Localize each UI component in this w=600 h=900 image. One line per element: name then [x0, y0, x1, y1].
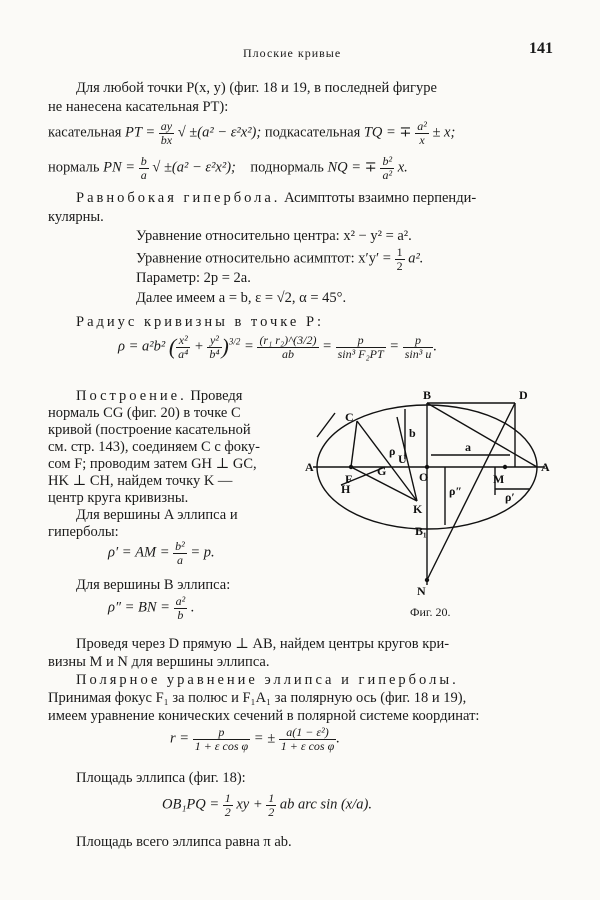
hyperbola-further: Далее имеем a = b, ε = √2, α = 45°. [136, 290, 347, 306]
close-paren: ) [221, 334, 229, 360]
construction-line-3: кривой (построение касательной [48, 422, 251, 438]
label-f: F [345, 472, 353, 486]
area-total: Площадь всего эллипса равна π ab. [76, 834, 292, 850]
intro-line-1: Для любой точки P(x, y) (фиг. 18 и 19, в последней фигуре [76, 80, 437, 96]
construction-line-6: HK ⊥ CH, найдем точку K — [48, 473, 233, 489]
polar-r1-den: 1 + ε cos φ [194, 738, 249, 753]
curvature-heading: Радиус кривизны в точке P: [76, 314, 325, 330]
label-b: B [423, 388, 432, 402]
curvature-formula-start: ρ = a²b² [118, 338, 166, 355]
label-b1: B₁ [415, 524, 427, 538]
hyperbola-eq2-rest: a². [408, 250, 424, 267]
label-rho: ρ [389, 444, 396, 458]
figure-20-diagram [305, 385, 555, 600]
subtangent-rest: ± x; [432, 124, 456, 141]
rho2-num: a² [175, 594, 186, 608]
label-u: U [398, 452, 407, 466]
normal-frac-den: a [140, 167, 147, 182]
tangent-segment [317, 413, 335, 437]
curvature-fb-den: sin³ F₂PT [337, 346, 384, 361]
normal-root: √ ±(a² − ε²x²); [152, 159, 236, 176]
polar-heading: Полярное уравнение эллипса и гиперболы. [76, 672, 459, 688]
construction-heading: Построение. [76, 388, 187, 404]
normal-frac-num: b [140, 154, 147, 168]
curvature-end: . [433, 338, 437, 355]
subtangent-fraction [415, 120, 429, 146]
point-n [425, 578, 429, 582]
subtangent-frac-den: x [419, 132, 425, 147]
rho1-den: a [176, 552, 183, 567]
subnormal-lhs: NQ = ∓ [327, 159, 377, 176]
curvature-fa-num: (r₁ r₂)^(3/2) [259, 333, 317, 347]
vertex-b-line: Для вершины B эллипса: [76, 577, 231, 593]
curvature-f2-den: b⁴ [209, 346, 220, 361]
hyperbola-eq-asymptotes [136, 246, 423, 272]
hyperbola-heading: Равнобокая гипербола. [76, 190, 281, 206]
tangent-frac-den: bx [160, 132, 173, 147]
point-m [503, 465, 507, 469]
area-half-2 [266, 792, 276, 818]
polar-r1-num: p [193, 726, 250, 740]
polar-formula [170, 726, 340, 752]
label-a-right: A [541, 460, 550, 474]
hyperbola-parameter: Параметр: 2p = 2a. [136, 270, 251, 286]
subnormal-frac-num: b² [382, 154, 393, 168]
tangent-frac-num: ay [160, 119, 173, 133]
tangent-fraction [159, 120, 174, 146]
construction-line-5: сом F; проводим затем GH ⊥ GC, [48, 456, 257, 472]
rho2-fraction [174, 595, 188, 621]
construction-line-9: гиперболы: [48, 524, 119, 540]
label-d: D [519, 388, 528, 402]
curvature-f1 [176, 334, 190, 360]
curvature-fa-den: ab [281, 346, 294, 361]
rho1-lhs: ρ′ = AM = [108, 544, 170, 561]
polar-r-mid: = ± [253, 730, 276, 747]
curvature-f1-den: a⁴ [178, 346, 189, 361]
subtangent-frac-num: a² [417, 119, 427, 133]
label-rho-double-prime: ρ″ [449, 484, 463, 498]
polar-r-end: . [336, 730, 340, 747]
label-a-small: a [465, 440, 471, 454]
curvature-power: 3/2 [228, 336, 241, 347]
area-mid: xy + [236, 796, 263, 813]
rho-prime-formula [108, 540, 215, 566]
subtangent-label: подкасательная [264, 124, 361, 141]
hyperbola-line-2: кулярны. [48, 209, 104, 225]
hyperbola-eq2-num: 1 [396, 245, 403, 259]
label-o: O [419, 470, 429, 484]
curvature-eq-sign-3: = [389, 338, 400, 355]
hyperbola-heading-line [76, 190, 476, 207]
after-figure-line-1: Проведя через D прямую ⊥ AB, найдем центры кругов кри- [76, 636, 450, 652]
normal-fraction [139, 155, 149, 181]
curvature-fc [403, 334, 434, 360]
curvature-f2-num: y² [207, 334, 221, 348]
polar-r2-den: 1 + ε cos φ [280, 738, 335, 753]
label-a-left: A [305, 460, 314, 474]
subnormal-rest: x. [397, 159, 408, 176]
rho1-rhs: = p. [190, 544, 215, 561]
subnormal-label: поднормаль [250, 159, 324, 176]
tangent-formula-line [48, 120, 455, 146]
polar-line-3: имеем уравнение конических сечений в полярной системе координат: [48, 708, 480, 724]
center-point [425, 465, 429, 469]
hyperbola-eq2-fraction [395, 246, 405, 272]
area-half-2-den: 2 [268, 804, 275, 819]
line-cf [351, 421, 357, 467]
area-half-1-num: 1 [224, 791, 231, 805]
construction-line-1 [76, 388, 242, 405]
curvature-eq-sign-1: = [244, 338, 254, 355]
construction-line-2: нормаль CG (фиг. 20) в точке C [48, 405, 241, 421]
construction-line-8: Для вершины A эллипса и [76, 507, 238, 523]
hyperbola-eq2-text: Уравнение относительно асимптот: x′y′ = [136, 250, 391, 267]
polar-r-lhs: r = [170, 730, 190, 747]
construction-line-1-rest: Проведя [190, 388, 243, 404]
subnormal-fraction [380, 155, 394, 181]
hyperbola-eq-center: Уравнение относительно центра: x² − y² = a². [136, 228, 412, 244]
area-end: ab arc sin (x/a). [279, 796, 372, 813]
rho2-rhs: . [190, 599, 195, 616]
tangent-root: √ ±(a² − ε²x²); [177, 124, 262, 141]
label-m: M [493, 472, 505, 486]
area-lhs: OB₁PQ = [162, 796, 220, 813]
polar-r2-fraction [279, 726, 336, 752]
polar-r2-num: a(1 − ε²) [279, 726, 336, 740]
line-dn [427, 403, 515, 580]
tangent-label: касательная [48, 124, 122, 141]
curvature-formula: ρ = a²b² ( $\frac{\text{x²}}{\text{a⁴}}$ + $\frac{\text{y²}}{\text{b⁴}}$ )$^{3/2}$ = $\frac{\text{(r₁ r₂)\textasciicircum{}(3/2)}}{ab}$ = $\frac{p}{\text{sin³ F₂PT}}$ = $\frac{p}{\text{sin³ u}}$ . [118, 333, 437, 361]
rho2-den: b [177, 607, 184, 622]
label-h: H [341, 482, 351, 496]
area-formula [162, 792, 372, 818]
hyperbola-heading-rest: Асимптоты взаимно перпенди- [284, 190, 477, 206]
focus-point [349, 465, 353, 469]
area-half-1 [223, 792, 233, 818]
open-paren: ( [168, 334, 177, 360]
normal-label: нормаль [48, 159, 100, 176]
curvature-eq-sign-2: = [322, 338, 332, 355]
curvature-f2 [207, 334, 221, 360]
construction-line-4: см. стр. 143), соединяем C с фоку- [48, 439, 260, 455]
label-g: G [377, 464, 387, 478]
subtangent-lhs: TQ = ∓ [363, 124, 412, 141]
rho1-fraction [173, 540, 187, 566]
curvature-fc-den: sin³ u [404, 346, 432, 361]
rho1-num: b² [175, 539, 185, 553]
after-figure-line-2: визны M и N для вершины эллипса. [48, 654, 270, 670]
area-half-1-den: 2 [224, 804, 231, 819]
label-k: K [413, 502, 423, 516]
normal-lhs: PN = [103, 159, 136, 176]
rho-double-prime-formula [108, 595, 194, 621]
curvature-fa [257, 334, 318, 360]
curvature-fc-num: p [403, 334, 434, 348]
intro-line-2: не нанесена касательная PT): [48, 99, 229, 115]
area-label: Площадь эллипса (фиг. 18): [76, 770, 246, 786]
curvature-f1-num: x² [176, 334, 190, 348]
area-half-2-num: 1 [268, 791, 275, 805]
curvature-fb-num: p [336, 334, 386, 348]
label-rho-prime: ρ′ [505, 490, 515, 504]
running-head: Плоские кривые [243, 46, 342, 60]
page-number: 141 [529, 40, 553, 57]
curvature-fb [336, 334, 386, 360]
subnormal-frac-den: a² [382, 167, 393, 182]
polar-r1-fraction [193, 726, 250, 752]
normal-formula-line [48, 155, 408, 181]
label-c: C [345, 410, 354, 424]
figure-caption: Фиг. 20. [410, 605, 451, 619]
rho2-lhs: ρ″ = BN = [108, 599, 170, 616]
hyperbola-eq2-den: 2 [396, 258, 403, 273]
label-b-small: b [409, 426, 416, 440]
construction-line-7: центр круга кривизны. [48, 490, 189, 506]
tangent-lhs: PT = [125, 124, 156, 141]
label-n: N [417, 584, 426, 598]
polar-line-2: Принимая фокус F₁ за полюс и F₁A₁ за полярную ось (фиг. 18 и 19), [48, 690, 467, 706]
